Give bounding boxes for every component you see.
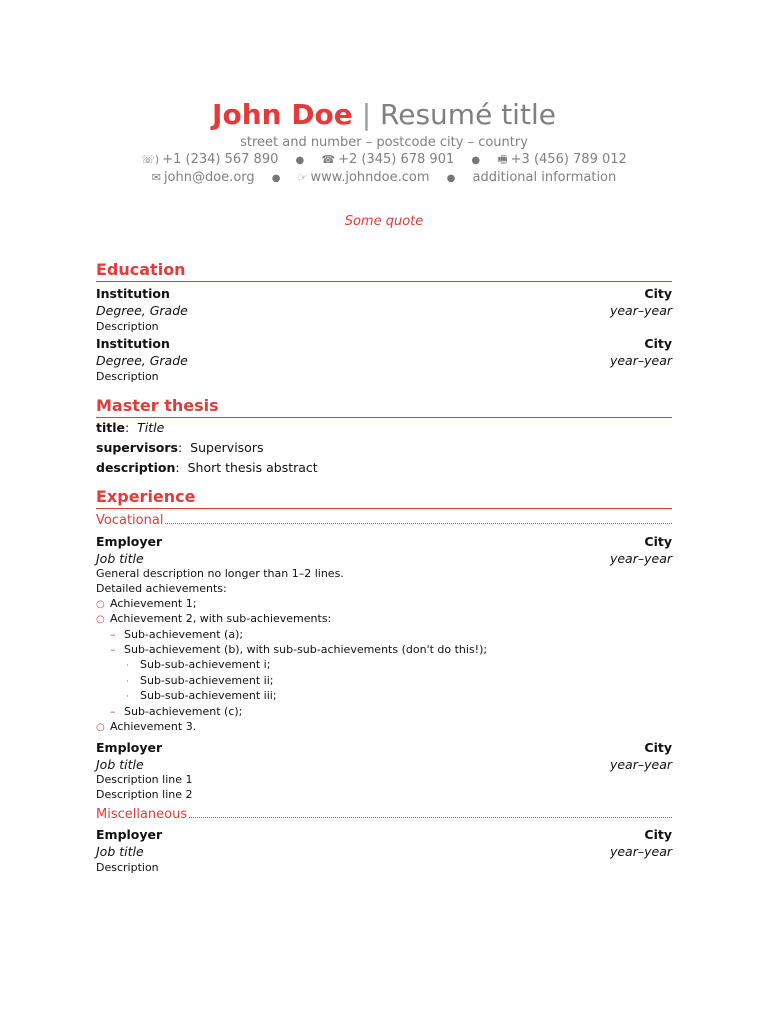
phone-number: +2 (345) 678 901 (338, 152, 455, 167)
section-title-experience: Experience (96, 487, 672, 509)
education-entry (96, 286, 672, 334)
city: City (644, 534, 672, 549)
homepage-link[interactable]: www.johndoe.com (310, 170, 430, 185)
thesis-description-row: description: Short thesis abstract (96, 460, 318, 475)
thesis-supervisors-row: supervisors: Supervisors (96, 440, 264, 455)
web-line (96, 169, 672, 187)
list-item (96, 674, 672, 690)
fax-icon: 🖷 (497, 153, 508, 166)
achievement: Achievement 3. (110, 719, 197, 733)
circle-bullet-icon: ○ (96, 614, 105, 626)
description-line: Description line 1 (96, 772, 193, 786)
job-title: Job title (96, 551, 144, 566)
contact-separator: ● (446, 173, 456, 184)
thesis-description-label: description (96, 460, 176, 475)
job-title: Job title (96, 844, 144, 860)
subsection-label: Vocational (96, 513, 164, 528)
sub-achievement: Sub-achievement (b), with sub-sub-achievements (don't do this!); (124, 642, 488, 656)
subsection-miscellaneous (96, 806, 672, 824)
list-item (96, 689, 672, 705)
fax-number: +3 (456) 789 012 (510, 152, 627, 167)
sub-achievement: Sub-achievement (c); (124, 705, 243, 719)
quote: Some quote (344, 214, 424, 229)
years: year–year (609, 353, 672, 368)
institution: Institution (96, 336, 170, 351)
dash-bullet-icon: – (110, 628, 116, 642)
achievement: Achievement 1; (110, 596, 197, 610)
general-description: General description no longer than 1–2 lines. (96, 567, 344, 580)
education-section (96, 260, 672, 384)
list-item (96, 658, 672, 674)
thesis-description-value: Short thesis abstract (187, 460, 318, 475)
city: City (644, 286, 672, 301)
thesis-title-label: title (96, 420, 125, 435)
full-name: John Doe (212, 98, 353, 131)
thesis-section (96, 396, 672, 478)
subsection-label: Miscellaneous (96, 807, 188, 823)
sub-sub-achievement: Sub-sub-achievement iii; (140, 689, 277, 703)
detailed-heading: Detailed achievements: (96, 581, 227, 595)
address: street and number – postcode city – country (240, 135, 528, 150)
years: year–year (609, 303, 672, 318)
description: Description (96, 370, 159, 383)
email-icon: ✉ (151, 171, 161, 184)
job-entry (96, 827, 672, 875)
degree: Degree, Grade (96, 353, 188, 368)
degree: Degree, Grade (96, 303, 188, 318)
phone-icon: ☎ (321, 153, 336, 166)
list-item (96, 705, 672, 720)
resume-title: Resumé title (380, 98, 556, 131)
title-separator: | (361, 98, 372, 131)
contact-separator: ● (271, 173, 281, 184)
extra-info: additional information (472, 170, 617, 185)
circle-bullet-icon: ○ (96, 721, 105, 733)
city: City (644, 336, 672, 351)
sub-sub-achievement: Sub-sub-achievement ii; (140, 673, 274, 687)
thesis-title-row: title: Title (96, 420, 165, 435)
subsection-vocational (96, 512, 672, 530)
description: Description (96, 320, 159, 333)
mobile-number: +1 (234) 567 890 (162, 152, 279, 167)
description-line: Description line 2 (96, 787, 193, 801)
list-item (96, 720, 672, 736)
experience-section (96, 487, 672, 875)
circle-bullet-icon: ○ (96, 598, 105, 610)
sub-achievement: Sub-achievement (a); (124, 628, 244, 642)
job-details (96, 567, 672, 736)
years: year–year (609, 756, 672, 772)
job-entry (96, 740, 672, 803)
list-item (96, 643, 672, 658)
email-link[interactable]: john@doe.org (163, 170, 255, 185)
resume-header (96, 96, 672, 187)
description: Description (96, 861, 159, 875)
phone-line (96, 151, 672, 169)
years: year–year (609, 551, 672, 566)
employer: Employer (96, 827, 163, 843)
years: year–year (609, 844, 672, 860)
employer: Employer (96, 739, 163, 755)
list-item (96, 612, 672, 628)
education-entry (96, 336, 672, 384)
dotted-leader (165, 513, 672, 524)
section-title-thesis: Master thesis (96, 396, 672, 418)
thesis-supervisors-label: supervisors (96, 440, 178, 455)
job-entry (96, 534, 672, 736)
job-title: Job title (96, 756, 144, 772)
dot-bullet-icon: · (126, 676, 129, 687)
dotted-leader (189, 807, 672, 818)
thesis-supervisors-value: Supervisors (190, 440, 264, 455)
section-title-education: Education (96, 260, 672, 282)
list-item (96, 628, 672, 643)
contact-separator: ● (471, 155, 481, 166)
dash-bullet-icon: – (110, 642, 116, 656)
sub-sub-achievement: Sub-sub-achievement i; (140, 657, 271, 671)
name-line (96, 96, 672, 134)
dot-bullet-icon: · (126, 660, 129, 671)
list-item (96, 597, 672, 613)
achievement: Achievement 2, with sub-achievements: (110, 612, 332, 626)
homepage-icon: ☞ (297, 171, 308, 184)
employer: Employer (96, 534, 163, 549)
dot-bullet-icon: · (126, 692, 129, 703)
institution: Institution (96, 286, 170, 301)
city: City (644, 739, 672, 755)
contact-separator: ● (295, 155, 305, 166)
thesis-title-value: Title (137, 420, 165, 435)
dash-bullet-icon: – (110, 705, 116, 719)
city: City (644, 827, 672, 843)
mobile-icon: ☏) (141, 153, 160, 166)
